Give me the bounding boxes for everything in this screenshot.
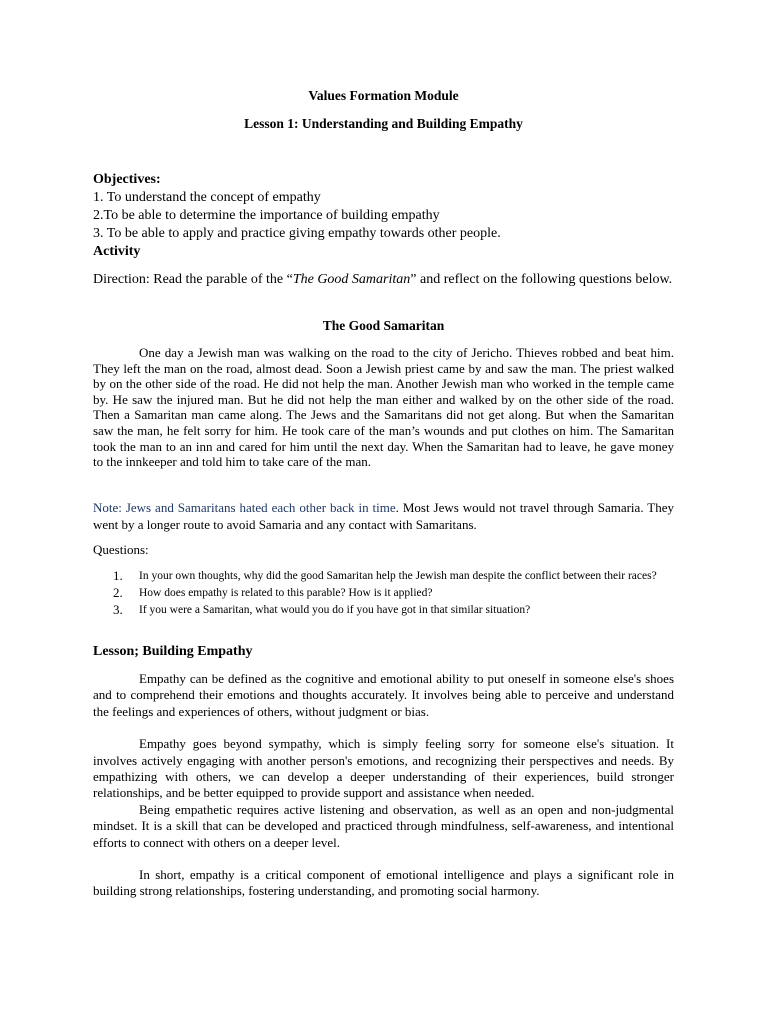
lesson-paragraph: In short, empathy is a critical component of emotional intelligence and plays a significant role in building strong relationships, fostering understanding, and promoting social harmony.: [93, 867, 674, 899]
question-number: 1.: [113, 568, 123, 583]
question-item: [93, 586, 674, 601]
lesson-body: [93, 671, 674, 900]
lesson-heading: Lesson; Building Empathy: [93, 644, 253, 659]
note-text: . Most Jews would not travel through Samaria. They went by a longer route to avoid Samaria and any contact with Samaritans.: [93, 500, 674, 532]
lesson-paragraph: Being empathetic requires active listening and observation, as well as an open and non-judgmental mindset. It is a skill that can be developed and practiced through mindfulness, self-awareness, and intentional efforts to connect with others on a deeper level.: [93, 801, 674, 850]
objective-item: 1. To understand the concept of empathy: [93, 190, 321, 205]
objectives-heading: Objectives:: [93, 172, 161, 187]
activity-heading: Activity: [93, 244, 141, 259]
story-paragraph: One day a Jewish man was walking on the road to the city of Jericho. Thieves robbed and beat him. They left the man on the road, almost dead. Soon a Jewish priest came by and saw the man. The priest walked by on the other side of the road. He did not help the man. Another Jewish man who worked in the temple came by. He saw the injured man. But he did not help the man either and walked by on the other side of the road. Then a Samaritan man came along. The Jews and the Samaritans did not get along. But when the Samaritan saw the man, he felt sorry for him. He took care of the man’s wounds and put clothes on him. The Samaritan took the man to an inn and cared for him until the next day. When the Samaritan had to leave, he gave money to the innkeeper and told him to take care of the man.: [93, 345, 674, 470]
module-title: Values Formation Module: [308, 88, 459, 103]
question-item: [93, 603, 674, 618]
activity-direction: [93, 271, 674, 289]
questions-label: Questions:: [93, 542, 149, 557]
objective-item: 2.To be able to determine the importance of building empathy: [93, 208, 440, 223]
direction-parable-title: The Good Samaritan: [292, 272, 411, 287]
lesson-paragraph: Empathy goes beyond sympathy, which is simply feeling sorry for someone else's situation. It involves actively engaging with another person's emotions, and recognizing their perspectives and needs. By empathizing with others, we can develop a deeper understanding of their experiences, build stronger relationships, and be better equipped to provide support and assistance when needed.: [93, 736, 674, 801]
story-title: The Good Samaritan: [322, 318, 445, 333]
question-number: 2.: [113, 585, 123, 600]
lesson-paragraph: Empathy can be defined as the cognitive and emotional ability to put oneself in someone else's shoes and to comprehend their emotions and thoughts accurately. It involves being able to perceive and understand the feelings and experiences of others, without judgment or bias.: [93, 671, 674, 719]
note-paragraph: [93, 499, 674, 533]
direction-suffix: ” and reflect on the following questions below.: [410, 272, 673, 287]
question-text: How does empathy is related to this parable? How is it applied?: [139, 587, 433, 599]
question-text: If you were a Samaritan, what would you do if you have got in that similar situation?: [139, 604, 531, 616]
direction-prefix: Direction: Read the parable of the “: [93, 272, 293, 287]
question-item: [93, 569, 674, 584]
question-text: In your own thoughts, why did the good Samaritan help the Jewish man despite the conflict between their races?: [139, 570, 657, 582]
lesson-title: Lesson 1: Understanding and Building Empathy: [244, 116, 523, 131]
question-number: 3.: [113, 602, 123, 617]
note-label: Note: Jews and Samaritans hated each other back in time: [93, 500, 396, 515]
objectives-section: [93, 171, 674, 261]
objective-item: 3. To be able to apply and practice giving empathy towards other people.: [93, 226, 501, 241]
questions-list: [93, 569, 674, 620]
